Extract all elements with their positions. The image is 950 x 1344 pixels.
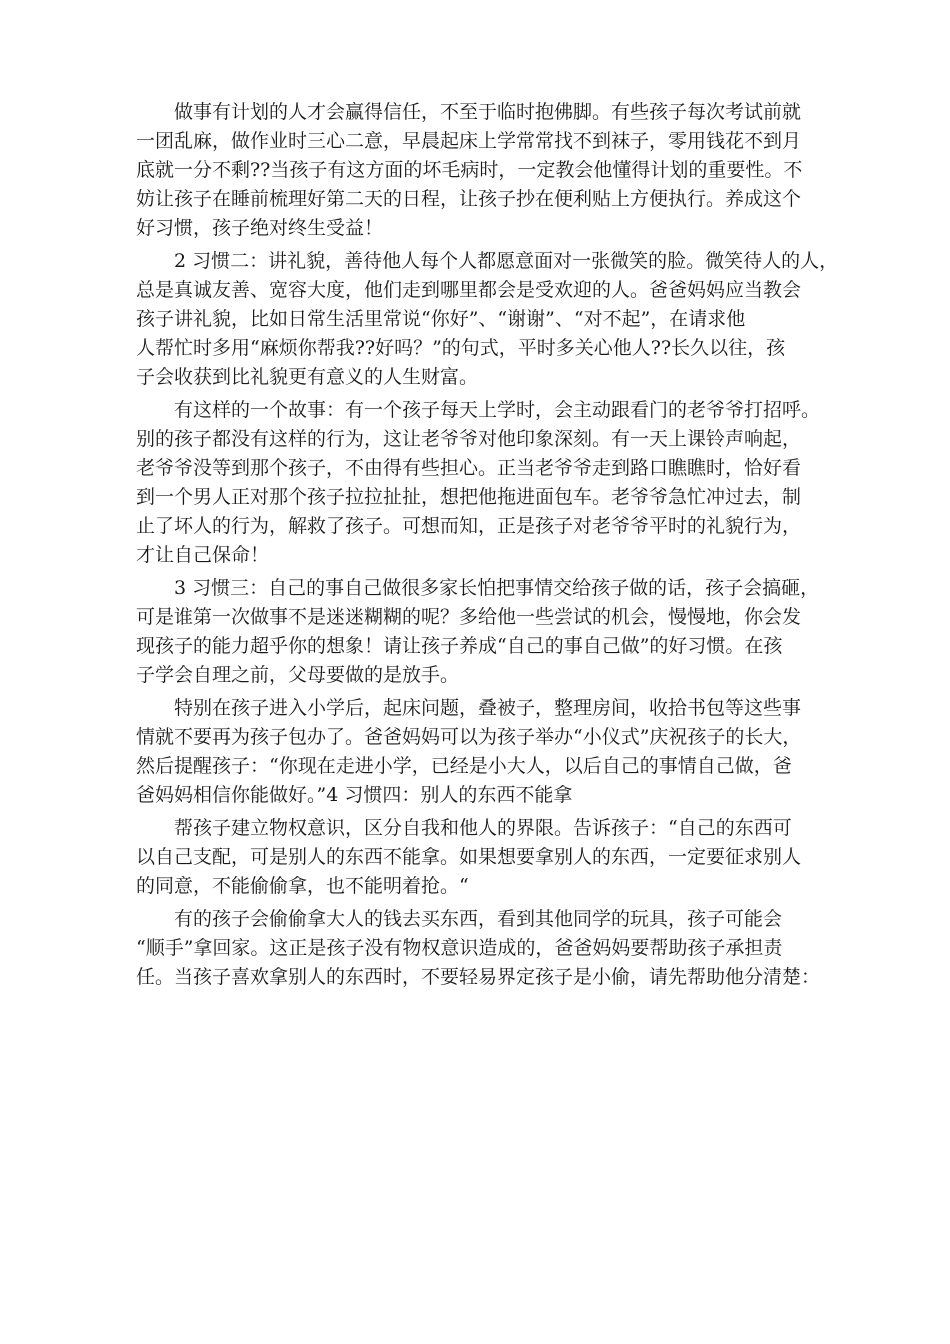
paragraph-habit-two — [136, 247, 839, 392]
text-line: 可是谁第一次做事不是迷迷糊糊的呢？多给他一些尝试的机会，慢慢地，你会发 — [136, 606, 802, 628]
text-line: 3 习惯三：自己的事自己做很多家长怕把事情交给孩子做的话，孩子会搞砸， — [136, 577, 820, 599]
text-line: 妨让孩子在睡前梳理好第二天的日程，让孩子抄在便利贴上方便执行。养成这个 — [136, 188, 802, 210]
text-line: 有的孩子会偷偷拿大人的钱去买东西，看到其他同学的玩具，孩子可能会 — [136, 908, 783, 930]
paragraph-habit-three — [136, 574, 826, 690]
text-line: 的同意，不能偷偷拿，也不能明着抢。“ — [136, 875, 469, 897]
text-line: 老爷爷没等到那个孩子，不由得有些担心。正当老爷爷走到路口瞧瞧时，恰好看 — [136, 457, 802, 479]
text-line: 做事有计划的人才会赢得信任，不至于临时抱佛脚。有些孩子每次考试前就 — [136, 101, 802, 123]
text-line: 总是真诚友善、宽容大度，他们走到哪里都会是受欢迎的人。爸爸妈妈应当教会 — [136, 279, 802, 301]
paragraph-story — [136, 396, 826, 570]
text-line: 好习惯，孩子绝对终生受益！ — [136, 217, 384, 239]
text-line: “顺手”拿回家。这正是孩子没有物权意识造成的，爸爸妈妈要帮助孩子承担责 — [136, 937, 783, 959]
text-line: 情就不要再为孩子包办了。爸爸妈妈可以为孩子举办“小仪式”庆祝孩子的长大， — [136, 726, 802, 748]
text-line: 到一个男人正对那个孩子拉拉扯扯，想把他拖进面包车。老爷爷急忙冲过去，制 — [136, 486, 802, 508]
text-line: 任。当孩子喜欢拿别人的东西时，不要轻易界定孩子是小偷，请先帮助他分清楚： — [136, 966, 821, 988]
text-line: 然后提醒孩子：“你现在走进小学，已经是小大人，以后自己的事情自己做，爸 — [136, 755, 792, 777]
document-page — [136, 98, 839, 992]
text-line: 人帮忙时多用“麻烦你帮我??好吗？”的句式，平时多关心他人??长久以往，孩 — [136, 337, 786, 359]
text-line: 现孩子的能力超乎你的想象！请让孩子养成“自己的事自己做”的好习惯。在孩 — [136, 635, 783, 657]
text-line: 以自己支配，可是别人的东西不能拿。如果想要拿别人的东西，一定要征求别人 — [136, 846, 802, 868]
text-line: 有这样的一个故事：有一个孩子每天上学时，会主动跟看门的老爷爷打招呼。 — [136, 399, 821, 421]
text-line: 子会收获到比礼貌更有意义的人生财富。 — [136, 366, 479, 388]
text-line: 子学会自理之前，父母要做的是放手。 — [136, 664, 460, 686]
text-line: 2 习惯二：讲礼貌，善待他人每个人都愿意面对一张微笑的脸。微笑待人的人， — [136, 250, 839, 272]
text-line: 一团乱麻，做作业时三心二意，早晨起床上学常常找不到袜子，零用钱花不到月 — [136, 130, 802, 152]
text-line: 爸妈妈相信你能做好。”4 习惯四：别人的东西不能拿 — [136, 784, 573, 806]
paragraph-taking-things — [136, 905, 826, 992]
text-line: 帮孩子建立物权意识，区分自我和他人的界限。告诉孩子：“自己的东西可 — [136, 817, 792, 839]
paragraph-primary-school — [136, 694, 826, 810]
text-line: 底就一分不剩??当孩子有这方面的坏毛病时，一定教会他懂得计划的重要性。不 — [136, 159, 803, 181]
text-line: 止了坏人的行为，解救了孩子。可想而知，正是孩子对老爷爷平时的礼貌行为， — [136, 515, 802, 537]
paragraph-planning — [136, 98, 826, 243]
text-line: 孩子讲礼貌，比如日常生活里常说“你好”、“谢谢”、“对不起”，在请求他 — [136, 308, 746, 330]
text-line: 特别在孩子进入小学后，起床问题，叠被子，整理房间，收拾书包等这些事 — [136, 697, 802, 719]
text-line: 才让自己保命！ — [136, 544, 270, 566]
paragraph-property-rights — [136, 814, 826, 901]
text-line: 别的孩子都没有这样的行为，这让老爷爷对他印象深刻。有一天上课铃声响起， — [136, 428, 802, 450]
